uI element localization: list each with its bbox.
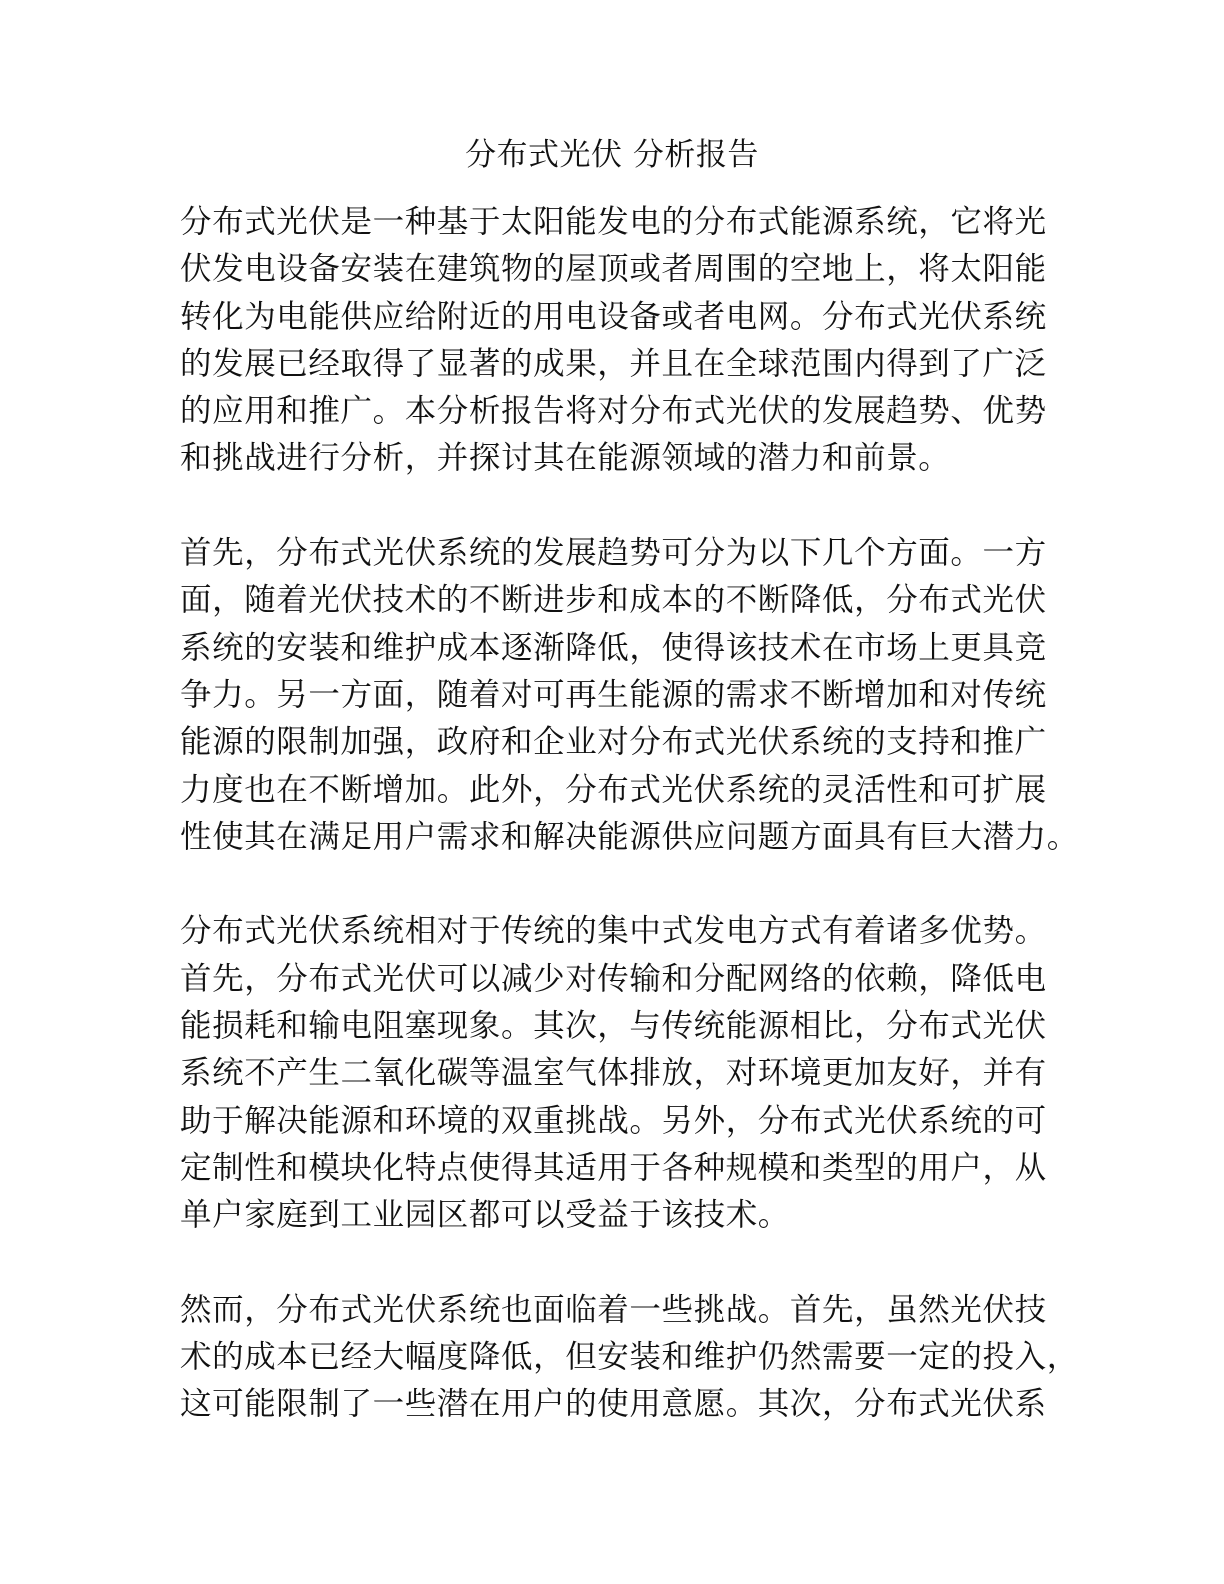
text-line: 首先，分布式光伏可以减少对传输和分配网络的依赖，降低电 <box>180 960 1047 997</box>
text-line: 首先，分布式光伏系统的发展趋势可分为以下几个方面。一方 <box>180 535 1047 572</box>
document-title: 分布式光伏 分析报告 <box>465 137 759 173</box>
paragraph-gap <box>180 1240 1060 1287</box>
text-line: 面，随着光伏技术的不断进步和成本的不断降低，分布式光伏 <box>180 582 1047 619</box>
text-line: 争力。另一方面，随着对可再生能源的需求不断增加和对传统 <box>180 676 1047 713</box>
document-body <box>180 199 1079 1429</box>
text-line: 这可能限制了一些潜在用户的使用意愿。其次，分布式光伏系 <box>180 1386 1047 1423</box>
paragraph-gap <box>180 861 1060 908</box>
paragraph-intro <box>180 199 1060 483</box>
text-line: 和挑战进行分析，并探讨其在能源领域的潜力和前景。 <box>180 440 951 477</box>
text-line: 系统的安装和维护成本逐渐降低，使得该技术在市场上更具竞 <box>180 629 1047 666</box>
paragraph-gap <box>180 483 1060 530</box>
text-line: 助于解决能源和环境的双重挑战。另外，分布式光伏系统的可 <box>180 1102 1047 1139</box>
text-line: 力度也在不断增加。此外，分布式光伏系统的灵活性和可扩展 <box>180 771 1047 808</box>
text-line: 分布式光伏是一种基于太阳能发电的分布式能源系统，它将光 <box>180 204 1047 240</box>
text-line: 分布式光伏系统相对于传统的集中式发电方式有着诸多优势。 <box>180 913 1047 950</box>
text-line: 的应用和推广。本分析报告将对分布式光伏的发展趋势、优势 <box>180 393 1047 430</box>
paragraph-advantages <box>180 908 1060 1239</box>
paragraph-challenges <box>180 1287 1079 1429</box>
text-line: 能源的限制加强，政府和企业对分布式光伏系统的支持和推广 <box>180 724 1047 761</box>
text-line: 然而，分布式光伏系统也面临着一些挑战。首先，虽然光伏技 <box>180 1291 1047 1328</box>
text-line: 术的成本已经大幅度降低，但安装和维护仍然需要一定的投入， <box>180 1339 1079 1376</box>
text-line: 能损耗和输电阻塞现象。其次，与传统能源相比，分布式光伏 <box>180 1008 1047 1045</box>
text-line: 转化为电能供应给附近的用电设备或者电网。分布式光伏系统 <box>180 298 1047 335</box>
text-line: 的发展已经取得了显著的成果，并且在全球范围内得到了广泛 <box>180 345 1047 382</box>
paragraph-trends <box>180 530 1079 861</box>
text-line: 单户家庭到工业园区都可以受益于该技术。 <box>180 1197 790 1234</box>
text-line: 伏发电设备安装在建筑物的屋顶或者周围的空地上，将太阳能 <box>180 251 1047 288</box>
text-line: 性使其在满足用户需求和解决能源供应问题方面具有巨大潜力。 <box>180 818 1079 855</box>
text-line: 系统不产生二氧化碳等温室气体排放，对环境更加友好，并有 <box>180 1055 1047 1092</box>
text-line: 定制性和模块化特点使得其适用于各种规模和类型的用户，从 <box>180 1149 1047 1186</box>
